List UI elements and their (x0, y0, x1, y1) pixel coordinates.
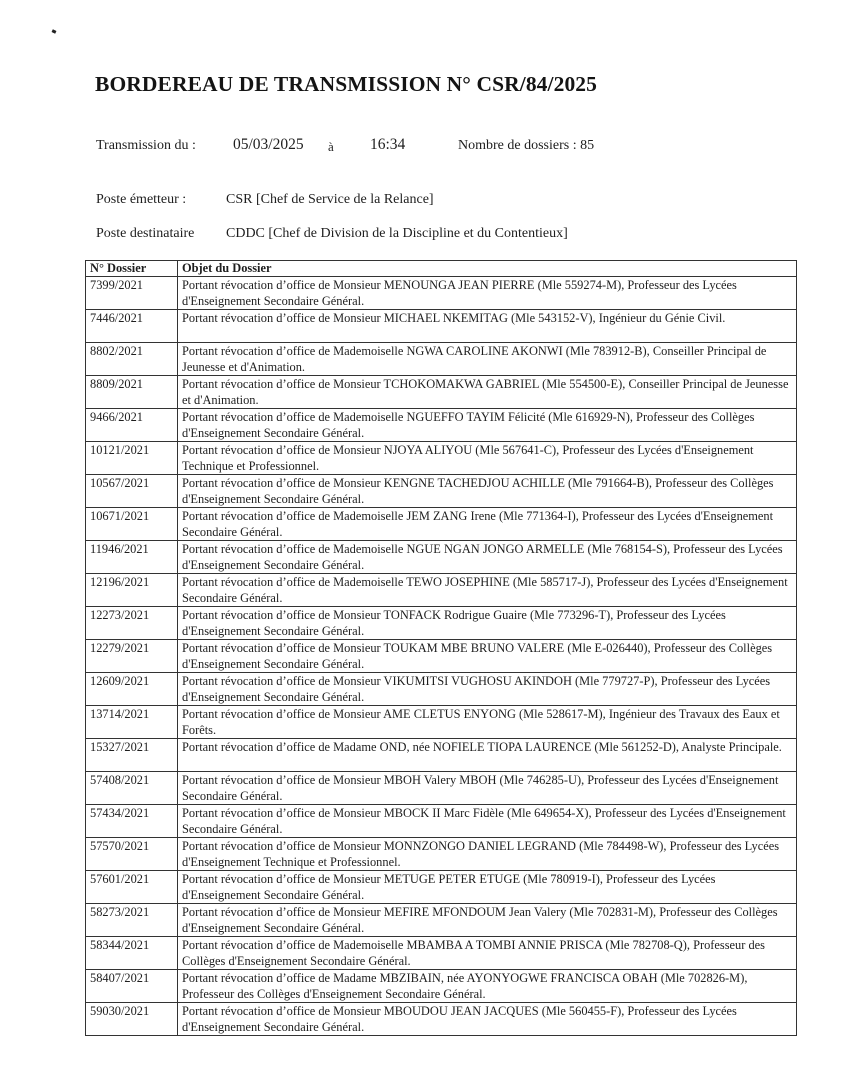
table-row (86, 937, 797, 970)
dossier-object-cell: Portant révocation d’office de Monsieur MBOUDOU JEAN JACQUES (Mle 560455-F), Professeur des Lycées d'Enseignement Secondaire Général. (178, 1003, 797, 1036)
dossier-number-cell: 12279/2021 (86, 640, 178, 673)
dossier-number-cell: 8802/2021 (86, 343, 178, 376)
scan-speck (52, 29, 57, 33)
dossier-object-cell: Portant révocation d’office de Mademoiselle NGUEFFO TAYIM Félicité (Mle 616929-N), Professeur des Collèges d'Enseignement Secondaire Général. (178, 409, 797, 442)
table-header-row (86, 261, 797, 277)
at-label: à (328, 139, 334, 154)
dossier-object-cell: Portant révocation d’office de Monsieur MONNZONGO DANIEL LEGRAND (Mle 784498-W), Professeur des Lycées d'Enseignement Technique et Professionnel. (178, 838, 797, 871)
dossier-object-cell: Portant révocation d’office de Mademoiselle JEM ZANG Irene (Mle 771364-I), Professeur des Lycées d'Enseignement Secondaire Général. (178, 508, 797, 541)
table-row (86, 805, 797, 838)
dossier-object-cell: Portant révocation d’office de Mademoiselle NGUE NGAN JONGO ARMELLE (Mle 768154-S), Professeur des Lycées d'Enseignement Secondaire Général. (178, 541, 797, 574)
dossier-number-cell: 58273/2021 (86, 904, 178, 937)
table-row (86, 706, 797, 739)
dossier-object-cell: Portant révocation d’office de Monsieur AME CLETUS ENYONG (Mle 528617-M), Ingénieur des Travaux des Eaux et Forêts. (178, 706, 797, 739)
table-row (86, 607, 797, 640)
table-row (86, 904, 797, 937)
dossier-object-cell: Portant révocation d’office de Monsieur MICHAEL NKEMITAG (Mle 543152-V), Ingénieur du Génie Civil. (178, 310, 797, 343)
dossier-table (85, 260, 797, 1036)
header-dossier-number: N° Dossier (86, 261, 178, 277)
table-row (86, 673, 797, 706)
dossier-number-cell: 9466/2021 (86, 409, 178, 442)
dossier-number-cell: 12609/2021 (86, 673, 178, 706)
dossier-number-cell: 10567/2021 (86, 475, 178, 508)
dossier-number-cell: 58344/2021 (86, 937, 178, 970)
table-row (86, 970, 797, 1003)
dossier-number-cell: 8809/2021 (86, 376, 178, 409)
table-row (86, 574, 797, 607)
dossier-object-cell: Portant révocation d’office de Monsieur TOUKAM MBE BRUNO VALERE (Mle E-026440), Professeur des Collèges d'Enseignement Secondaire Général. (178, 640, 797, 673)
transmission-label: Transmission du : (96, 138, 196, 153)
dossier-number-cell: 10671/2021 (86, 508, 178, 541)
dossier-object-cell: Portant révocation d’office de Madame MBZIBAIN, née AYONYOGWE FRANCISCA OBAH (Mle 702826-M), Professeur des Collèges d'Enseignement Secondaire Général. (178, 970, 797, 1003)
table-row (86, 541, 797, 574)
dossier-object-cell: Portant révocation d’office de Mademoiselle MBAMBA A TOMBI ANNIE PRISCA (Mle 782708-Q), Professeur des Collèges d'Enseignement Secondaire Général. (178, 937, 797, 970)
dossier-number-cell: 57434/2021 (86, 805, 178, 838)
dossier-number-cell: 58407/2021 (86, 970, 178, 1003)
dossier-object-cell: Portant révocation d’office de Monsieur NJOYA ALIYOU (Mle 567641-C), Professeur des Lycées d'Enseignement Technique et Professionnel. (178, 442, 797, 475)
dossier-object-cell: Portant révocation d’office de Mademoiselle TEWO JOSEPHINE (Mle 585717-J), Professeur des Lycées d'Enseignement Secondaire Général. (178, 574, 797, 607)
transmission-date: 05/03/2025 (233, 136, 304, 153)
table-row (86, 343, 797, 376)
document-title: BORDEREAU DE TRANSMISSION N° CSR/84/2025 (95, 72, 598, 96)
transmission-time: 16:34 (370, 136, 406, 153)
table-row (86, 871, 797, 904)
table-row (86, 277, 797, 310)
dossier-count: Nombre de dossiers : 85 (458, 138, 595, 153)
dossier-object-cell: Portant révocation d’office de Monsieur MBOCK II Marc Fidèle (Mle 649654-X), Professeur des Lycées d'Enseignement Secondaire Général. (178, 805, 797, 838)
sender-label: Poste émetteur : (96, 192, 187, 207)
dossier-object-cell: Portant révocation d’office de Monsieur TONFACK Rodrigue Guaire (Mle 773296-T), Professeur des Lycées d'Enseignement Secondaire Général. (178, 607, 797, 640)
table-row (86, 640, 797, 673)
dossier-object-cell: Portant révocation d’office de Monsieur KENGNE TACHEDJOU ACHILLE (Mle 791664-B), Professeur des Collèges d'Enseignement Secondaire Général. (178, 475, 797, 508)
dossier-object-cell: Portant révocation d’office de Monsieur MEFIRE MFONDOUM Jean Valery (Mle 702831-M), Professeur des Collèges d'Enseignement Secondaire Général. (178, 904, 797, 937)
dossier-object-cell: Portant révocation d’office de Monsieur METUGE PETER ETUGE (Mle 780919-I), Professeur des Lycées d'Enseignement Secondaire Général. (178, 871, 797, 904)
dossier-table-body (86, 277, 797, 1036)
dossier-number-cell: 57601/2021 (86, 871, 178, 904)
dossier-object-cell: Portant révocation d’office de Mademoiselle NGWA CAROLINE AKONWI (Mle 783912-B), Conseiller Principal de Jeunesse et d'Animation. (178, 343, 797, 376)
dossier-number-cell: 57570/2021 (86, 838, 178, 871)
dossier-object-cell: Portant révocation d’office de Monsieur VIKUMITSI VUGHOSU AKINDOH (Mle 779727-P), Professeur des Lycées d'Enseignement Secondaire Général. (178, 673, 797, 706)
dossier-number-cell: 15327/2021 (86, 739, 178, 772)
dossier-object-cell: Portant révocation d’office de Madame OND, née NOFIELE TIOPA LAURENCE (Mle 561252-D), Analyste Principale. (178, 739, 797, 772)
dossier-object-cell: Portant révocation d’office de Monsieur MENOUNGA JEAN PIERRE (Mle 559274-M), Professeur des Lycées d'Enseignement Secondaire Général. (178, 277, 797, 310)
dossier-number-cell: 13714/2021 (86, 706, 178, 739)
table-row (86, 475, 797, 508)
dossier-number-cell: 11946/2021 (86, 541, 178, 574)
dossier-number-cell: 7446/2021 (86, 310, 178, 343)
recipient-label: Poste destinataire (96, 226, 195, 241)
table-row (86, 739, 797, 772)
table-row (86, 772, 797, 805)
table-row (86, 376, 797, 409)
header-dossier-object: Objet du Dossier (178, 261, 797, 277)
dossier-number-cell: 57408/2021 (86, 772, 178, 805)
dossier-number-cell: 7399/2021 (86, 277, 178, 310)
dossier-number-cell: 12273/2021 (86, 607, 178, 640)
table-row (86, 310, 797, 343)
recipient-value: CDDC [Chef de Division de la Discipline et du Contentieux] (226, 226, 568, 241)
dossier-object-cell: Portant révocation d’office de Monsieur TCHOKOMAKWA GABRIEL (Mle 554500-E), Conseiller Principal de Jeunesse et d'Animation. (178, 376, 797, 409)
dossier-object-cell: Portant révocation d’office de Monsieur MBOH Valery MBOH (Mle 746285-U), Professeur des Lycées d'Enseignement Secondaire Général. (178, 772, 797, 805)
table-row (86, 838, 797, 871)
dossier-number-cell: 12196/2021 (86, 574, 178, 607)
table-row (86, 442, 797, 475)
sender-value: CSR [Chef de Service de la Relance] (226, 192, 434, 207)
table-row (86, 508, 797, 541)
table-row (86, 1003, 797, 1036)
dossier-number-cell: 10121/2021 (86, 442, 178, 475)
table-row (86, 409, 797, 442)
dossier-number-cell: 59030/2021 (86, 1003, 178, 1036)
